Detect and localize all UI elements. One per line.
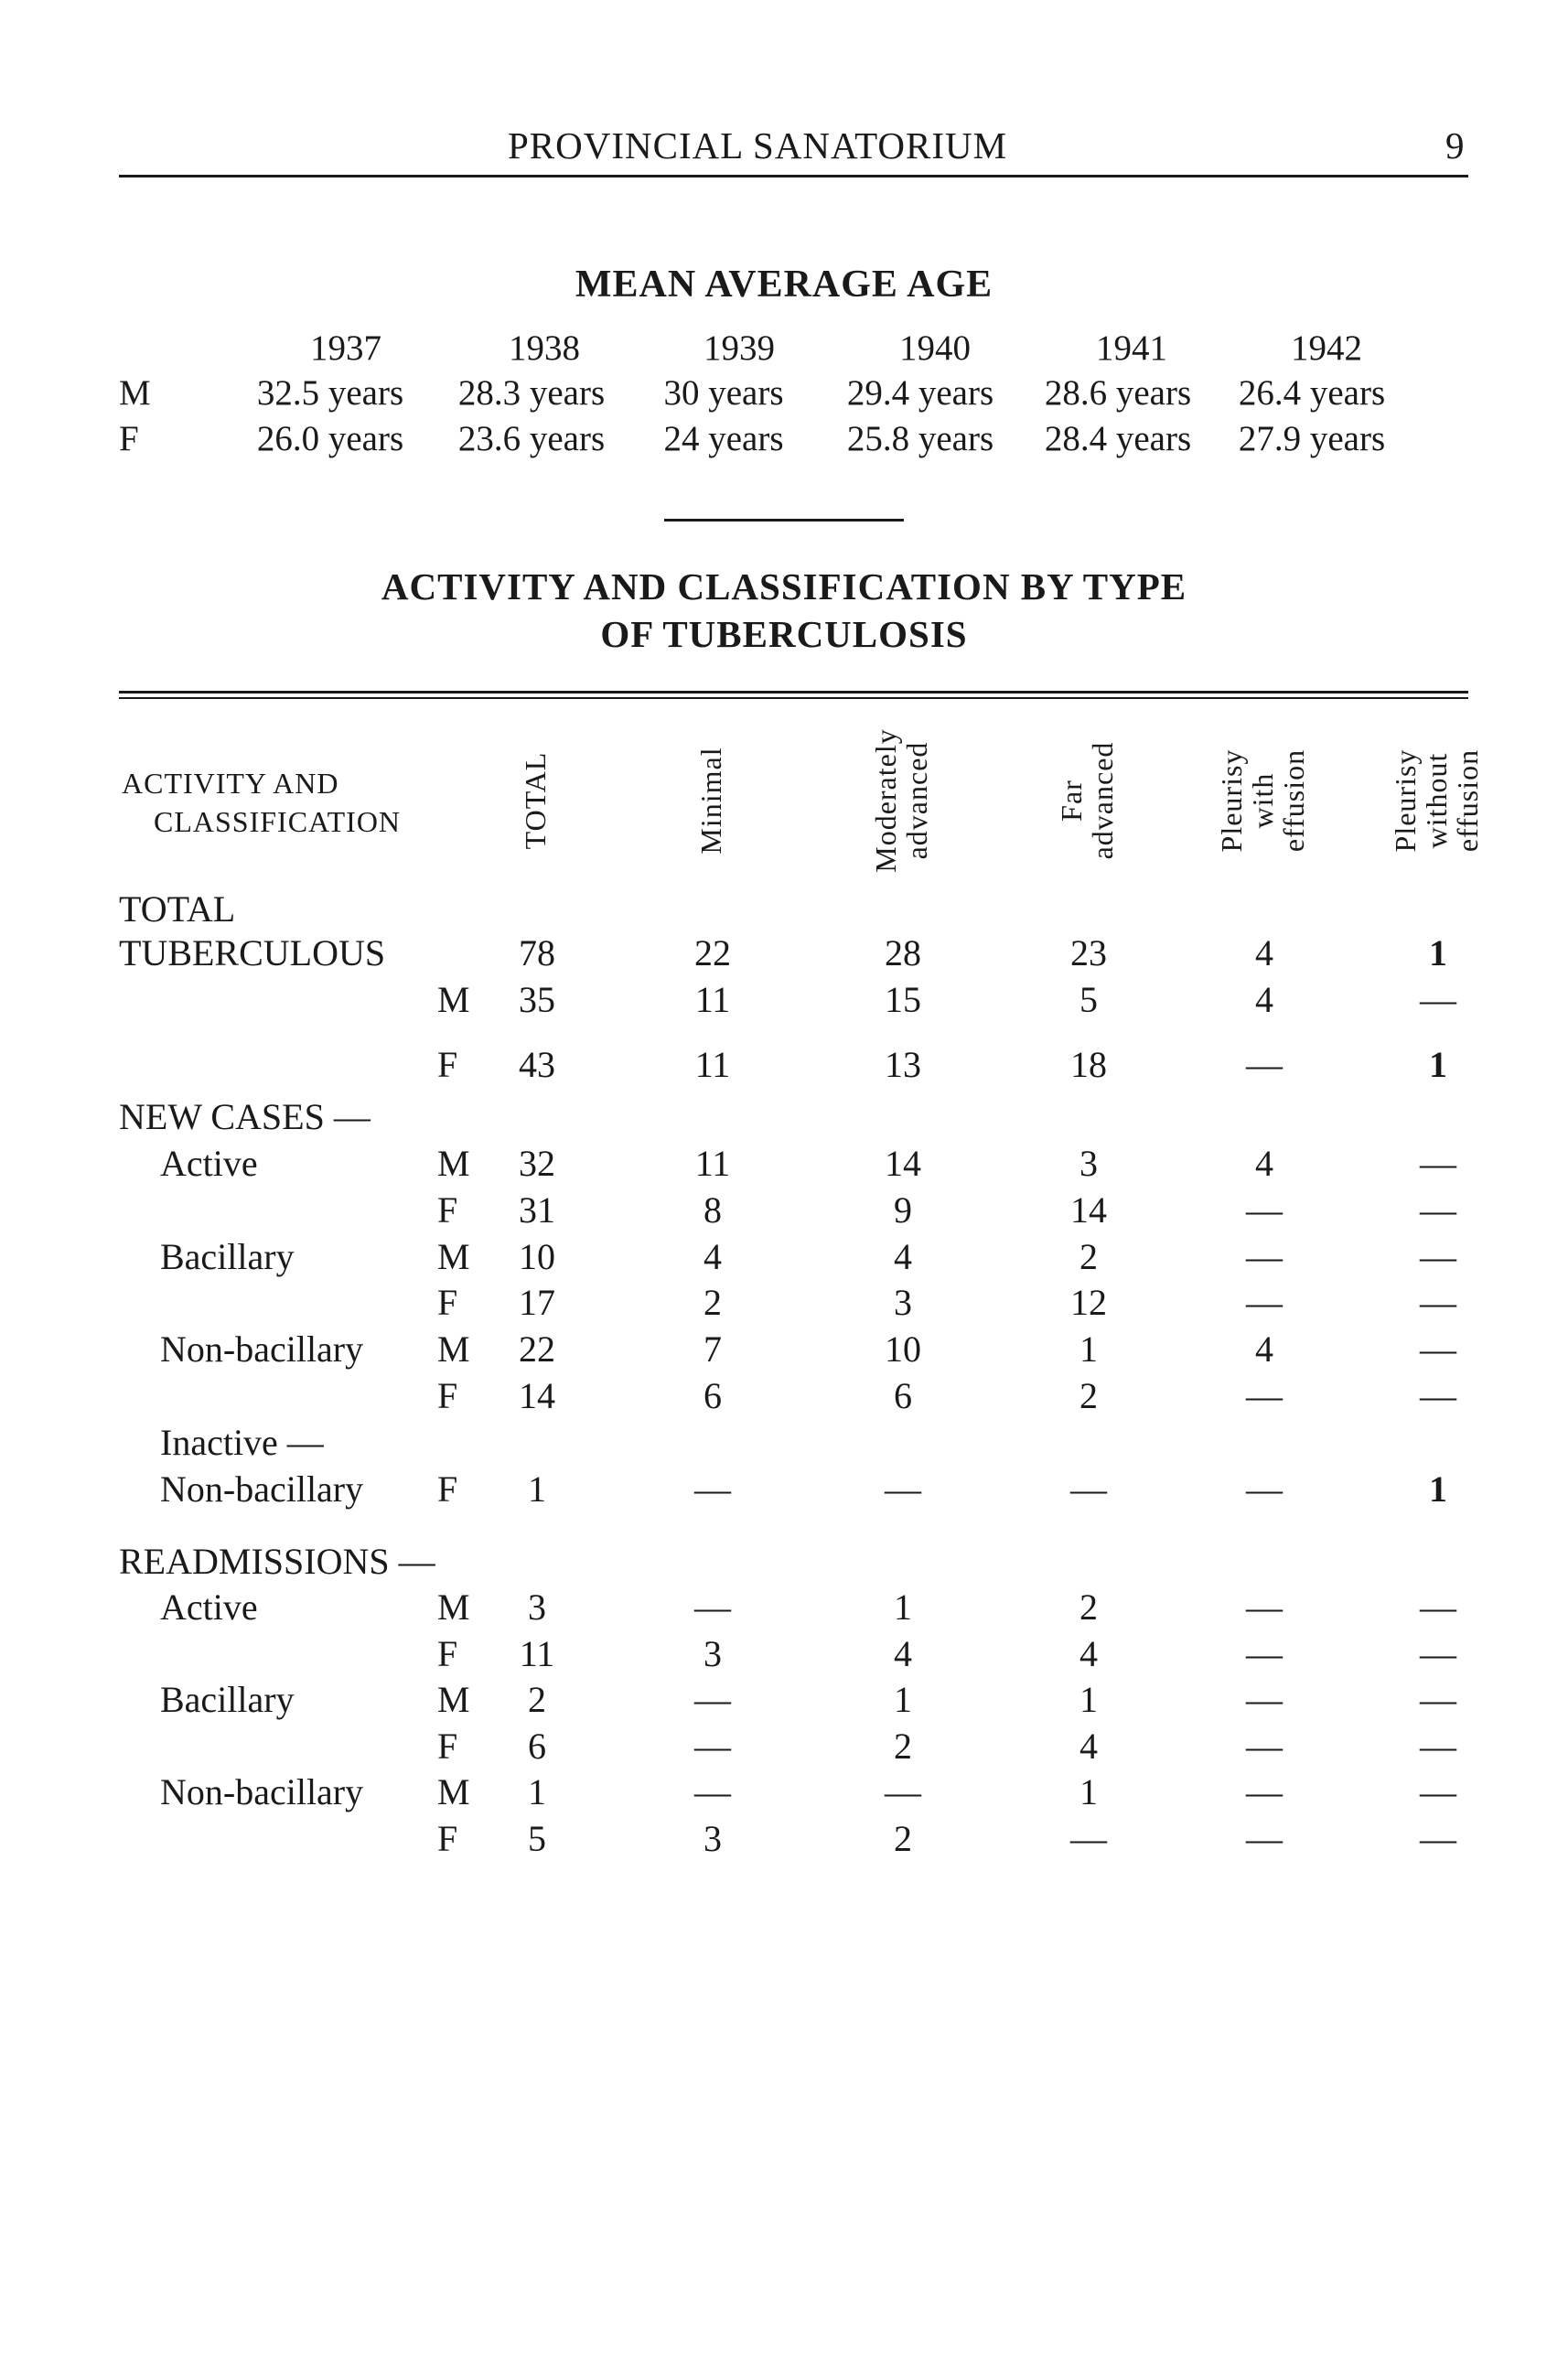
- table-top-rule: [119, 691, 1468, 694]
- column-header: [870, 709, 932, 892]
- table-cell: 22: [694, 932, 731, 973]
- column-header: [1390, 709, 1483, 892]
- label-readmissions-non-bacillary: Non-bacillary: [160, 1771, 364, 1812]
- label-readmissions-bacillary: Bacillary: [160, 1679, 295, 1720]
- sex-label: M: [437, 1586, 470, 1628]
- table-cell: 2: [1079, 1236, 1098, 1277]
- table-cell: 2: [1079, 1586, 1098, 1628]
- table-cell: 78: [519, 932, 555, 973]
- table-cell: 2: [703, 1282, 722, 1323]
- table-cell: —: [1246, 1189, 1283, 1231]
- table-cell: —: [1420, 1282, 1456, 1323]
- year-header: 1941: [1096, 328, 1167, 368]
- table-cell: 1: [528, 1771, 546, 1812]
- column-header-line: Pleurisy: [1215, 748, 1248, 853]
- table-cell: 4: [1079, 1726, 1098, 1767]
- table-cell: 6: [894, 1375, 912, 1416]
- table-cell: 14: [519, 1375, 555, 1416]
- table-cell: 1: [894, 1679, 912, 1720]
- column-header-line: Minimal: [694, 747, 727, 855]
- column-header-line: Pleurisy: [1389, 748, 1422, 853]
- table-cell: 4: [1255, 932, 1273, 973]
- table-cell: —: [1246, 1818, 1283, 1859]
- table-cell: —: [694, 1771, 731, 1812]
- label-non-bacillary: Non-bacillary: [160, 1328, 364, 1370]
- year-header: 1939: [703, 328, 775, 368]
- mean-age-cell: 26.0 years: [256, 419, 404, 458]
- sex-label: M: [437, 979, 470, 1020]
- label-readmissions: READMISSIONS —: [119, 1541, 435, 1582]
- mean-age-cell: 27.9 years: [1238, 419, 1386, 458]
- sex-label: M: [437, 1328, 470, 1370]
- table-cell: —: [694, 1468, 731, 1510]
- running-title: PROVINCIAL SANATORIUM: [508, 124, 1008, 167]
- activity-title-line1: ACTIVITY AND CLASSIFICATION BY TYPE: [381, 565, 1187, 608]
- label-new-cases: NEW CASES —: [119, 1096, 371, 1137]
- mean-age-cell: 28.4 years: [1044, 419, 1192, 458]
- table-cell: 31: [519, 1189, 555, 1231]
- table-cell: —: [1420, 1679, 1456, 1720]
- table-cell: 14: [885, 1143, 921, 1184]
- activity-title-line2: OF TUBERCULOSIS: [600, 613, 968, 655]
- table-cell: 3: [894, 1282, 912, 1323]
- year-header: 1940: [899, 328, 971, 368]
- table-cell: —: [1420, 1633, 1456, 1674]
- table-cell: 1: [1079, 1328, 1098, 1370]
- sex-label: F: [437, 1282, 458, 1323]
- column-header-line: advanced: [900, 741, 933, 860]
- column-header-line: Moderately: [869, 728, 902, 873]
- table-cell: 22: [519, 1328, 555, 1370]
- table-cell: 2: [894, 1818, 912, 1859]
- table-cell: 15: [885, 979, 921, 1020]
- table-cell: 7: [703, 1328, 722, 1370]
- table-cell: —: [1070, 1468, 1107, 1510]
- column-header-line: effusion: [1277, 748, 1310, 853]
- table-cell: —: [885, 1771, 921, 1812]
- stub-header-line1: ACTIVITY AND: [122, 767, 339, 800]
- sex-label: F: [437, 1189, 458, 1231]
- sex-label: F: [437, 1375, 458, 1416]
- table-cell: 11: [694, 1143, 731, 1184]
- table-cell: —: [1246, 1375, 1283, 1416]
- table-cell: 5: [1079, 979, 1098, 1020]
- table-cell: —: [1246, 1282, 1283, 1323]
- label-inactive-non-bacillary: Non-bacillary: [160, 1468, 364, 1510]
- table-cell: —: [1246, 1633, 1283, 1674]
- sex-label: M: [437, 1143, 470, 1184]
- table-cell: —: [1420, 1189, 1456, 1231]
- mean-age-title: MEAN AVERAGE AGE: [575, 263, 993, 306]
- table-cell: —: [1420, 1328, 1456, 1370]
- column-header-line: Far: [1055, 780, 1088, 822]
- label-inactive: Inactive —: [160, 1422, 324, 1463]
- column-header: [520, 709, 551, 892]
- table-cell: 32: [519, 1143, 555, 1184]
- sex-label: M: [119, 373, 151, 413]
- table-cell: 23: [1070, 932, 1107, 973]
- sex-label: F: [437, 1818, 458, 1859]
- table-cell: 4: [1255, 1143, 1273, 1184]
- table-cell: 1: [1429, 1468, 1447, 1510]
- table-cell: 12: [1070, 1282, 1107, 1323]
- table-cell: —: [1246, 1771, 1283, 1812]
- table-cell: 6: [703, 1375, 722, 1416]
- table-cell: 14: [1070, 1189, 1107, 1231]
- mean-age-cell: 24 years: [663, 419, 784, 458]
- table-cell: 10: [519, 1236, 555, 1277]
- table-cell: —: [694, 1679, 731, 1720]
- page-number: 9: [1445, 124, 1465, 167]
- table-cell: —: [1420, 1586, 1456, 1628]
- label-tuberculous: TUBERCULOUS: [119, 932, 386, 973]
- sex-label: F: [437, 1726, 458, 1767]
- column-header: [1056, 709, 1118, 892]
- table-cell: —: [885, 1468, 921, 1510]
- table-cell: —: [1246, 1044, 1283, 1085]
- table-cell: —: [1246, 1468, 1283, 1510]
- table-cell: 2: [528, 1679, 546, 1720]
- table-cell: —: [1246, 1726, 1283, 1767]
- table-cell: 1: [1079, 1679, 1098, 1720]
- table-cell: 4: [1255, 979, 1273, 1020]
- table-cell: 6: [528, 1726, 546, 1767]
- year-header: 1938: [509, 328, 580, 368]
- label-active: Active: [160, 1143, 258, 1184]
- mean-age-cell: 23.6 years: [457, 419, 606, 458]
- header-rule: [119, 175, 1468, 177]
- sex-label: F: [437, 1468, 458, 1510]
- column-header-line: with: [1246, 772, 1279, 829]
- table-cell: —: [1420, 1375, 1456, 1416]
- table-cell: 4: [894, 1633, 912, 1674]
- table-cell: 17: [519, 1282, 555, 1323]
- table-cell: 3: [528, 1586, 546, 1628]
- table-cell: 18: [1070, 1044, 1107, 1085]
- table-cell: —: [1420, 1143, 1456, 1184]
- table-cell: 28: [885, 932, 921, 973]
- table-cell: 4: [703, 1236, 722, 1277]
- label-bacillary: Bacillary: [160, 1236, 295, 1277]
- sex-label: F: [437, 1633, 458, 1674]
- table-cell: 4: [894, 1236, 912, 1277]
- column-header-line: advanced: [1086, 741, 1119, 860]
- mean-age-cell: 30 years: [663, 373, 784, 413]
- table-cell: 2: [1079, 1375, 1098, 1416]
- table-cell: 8: [703, 1189, 722, 1231]
- sex-label: M: [437, 1679, 470, 1720]
- table-cell: 3: [1079, 1143, 1098, 1184]
- mean-age-cell: 28.3 years: [457, 373, 606, 413]
- table-cell: 4: [1255, 1328, 1273, 1370]
- column-header-line: TOTAL: [519, 751, 552, 850]
- table-cell: —: [1420, 1771, 1456, 1812]
- table-cell: 2: [894, 1726, 912, 1767]
- sex-label: F: [119, 419, 139, 458]
- table-cell: 4: [1079, 1633, 1098, 1674]
- column-header: [695, 709, 726, 892]
- table-cell: —: [1420, 1236, 1456, 1277]
- mean-age-cell: 32.5 years: [256, 373, 404, 413]
- table-cell: 10: [885, 1328, 921, 1370]
- mean-age-cell: 28.6 years: [1044, 373, 1192, 413]
- table-cell: —: [1246, 1586, 1283, 1628]
- column-header: [1216, 709, 1309, 892]
- table-cell: —: [1420, 979, 1456, 1020]
- column-header-line: without: [1420, 752, 1453, 849]
- table-cell: 9: [894, 1189, 912, 1231]
- table-cell: 3: [703, 1633, 722, 1674]
- table-cell: —: [1420, 1726, 1456, 1767]
- table-cell: —: [694, 1586, 731, 1628]
- year-header: 1937: [310, 328, 381, 368]
- table-cell: 11: [694, 1044, 731, 1085]
- column-header-line: effusion: [1451, 748, 1484, 853]
- table-cell: 11: [519, 1633, 555, 1674]
- table-cell: 11: [694, 979, 731, 1020]
- sex-label: F: [437, 1044, 458, 1085]
- table-cell: 1: [894, 1586, 912, 1628]
- section-divider: [664, 519, 904, 522]
- table-cell: 35: [519, 979, 555, 1020]
- table-cell: 43: [519, 1044, 555, 1085]
- table-cell: 1: [1429, 1044, 1447, 1085]
- table-cell: 1: [1429, 932, 1447, 973]
- year-header: 1942: [1291, 328, 1362, 368]
- table-top-rule-2: [119, 697, 1468, 699]
- label-total: TOTAL: [119, 888, 236, 930]
- table-cell: 5: [528, 1818, 546, 1859]
- table-cell: —: [1070, 1818, 1107, 1859]
- table-cell: —: [1420, 1818, 1456, 1859]
- stub-header-line2: CLASSIFICATION: [154, 805, 402, 838]
- table-cell: 13: [885, 1044, 921, 1085]
- mean-age-cell: 25.8 years: [846, 419, 994, 458]
- table-cell: 1: [528, 1468, 546, 1510]
- mean-age-cell: 29.4 years: [846, 373, 994, 413]
- table-cell: —: [694, 1726, 731, 1767]
- sex-label: M: [437, 1236, 470, 1277]
- sex-label: M: [437, 1771, 470, 1812]
- table-cell: 3: [703, 1818, 722, 1859]
- table-cell: —: [1246, 1236, 1283, 1277]
- table-cell: —: [1246, 1679, 1283, 1720]
- table-cell: 1: [1079, 1771, 1098, 1812]
- mean-age-cell: 26.4 years: [1238, 373, 1386, 413]
- label-readmissions-active: Active: [160, 1586, 258, 1628]
